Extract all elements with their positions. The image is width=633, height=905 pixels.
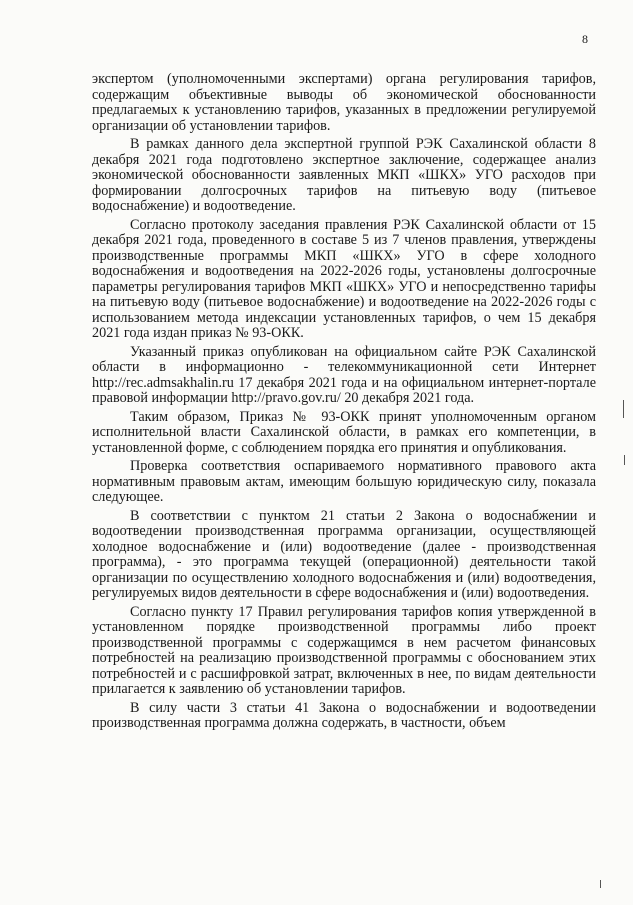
scan-mark: [600, 880, 601, 888]
document-body: [92, 72, 596, 735]
paragraph-law-article-2: В соответствии с пунктом 21 статьи 2 Закона о водоснабжении и водоотведении производственная программа организации, осуществляющей холодное водоснабжение и (или) водоотведение (далее - производственная программа), - это программа текущей (операционной) деятельности такой организации по осуществлению холодного водоснабжения и (или) водоотведения, регулируемых видов деятельности в сфере водоснабжения и (или) водоотведения.: [92, 507, 596, 601]
paragraph-rules-item-17: Согласно пункту 17 Правил регулирования тарифов копия утвержденной в установленном порядке производственной программы либо проект производственной программы с содержащимся в нем расчетом финансовых потребностей на реализацию производственной программы с обоснованием этих потребностей и с расшифровкой затрат, включенных в нее, по видам деятельности прилагается к заявлению об установлении тарифов.: [92, 603, 596, 697]
page-number: 8: [582, 32, 588, 46]
scan-mark: [624, 455, 625, 465]
paragraph-expert-conclusion: В рамках данного дела экспертной группой РЭК Сахалинской области 8 декабря 2021 года подготовлено экспертное заключение, содержащее анализ экономической обоснованности заявленных МКП «ШКХ» УГО расходов при формировании долгосрочных тарифов на питьевую воду (питьевое водоснабжение) и водоотведение.: [92, 136, 596, 214]
paragraph-compliance-check: Проверка соответствия оспариваемого нормативного правового акта нормативным правовым актам, имеющим большую юридическую силу, показала следующее.: [92, 458, 596, 505]
paragraph-continuation: экспертом (уполномоченными экспертами) органа регулирования тарифов, содержащим объективные выводы об экономической обоснованности предлагаемых к установлению тарифов, указанных в предложении регулируемой организации об установлении тарифов.: [92, 71, 596, 134]
scan-mark: [623, 400, 624, 418]
paragraph-conclusion: Таким образом, Приказ № 93-ОКК принят уполномоченным органом исполнительной власти Сахалинской области, в рамках его компетенции, в установленной форме, с соблюдением порядка его принятия и опубликования.: [92, 408, 596, 456]
paragraph-board-protocol: Согласно протоколу заседания правления РЭК Сахалинской области от 15 декабря 2021 года, проведенного в составе 5 из 7 членов правления, утверждены производственные программы МКП «ШКХ» УГО в сфере холодного водоснабжения и водоотведения на 2022-2026 годы, установлены долгосрочные параметры регулирования тарифов МКП «ШКХ» УГО и непосредственно тарифы на питьевую воду (питьевое водоснабжение) и водоотведение на 2022-2026 годы с использованием метода индексации установленных тарифов, о чем 15 декабря 2021 года издан приказ № 93-ОКК.: [92, 216, 596, 341]
paragraph-law-article-41: В силу части 3 статьи 41 Закона о водоснабжении и водоотведении производственная программа должна содержать, в частности, объем: [92, 699, 596, 731]
paragraph-publication: Указанный приказ опубликован на официальном сайте РЭК Сахалинской области в информационно - телекоммуникационной сети Интернет http://rec.admsakhalin.ru 17 декабря 2021 года и на официальном интернет-портале правовой информации http://pravo.gov.ru/ 20 декабря 2021 года.: [92, 343, 596, 406]
